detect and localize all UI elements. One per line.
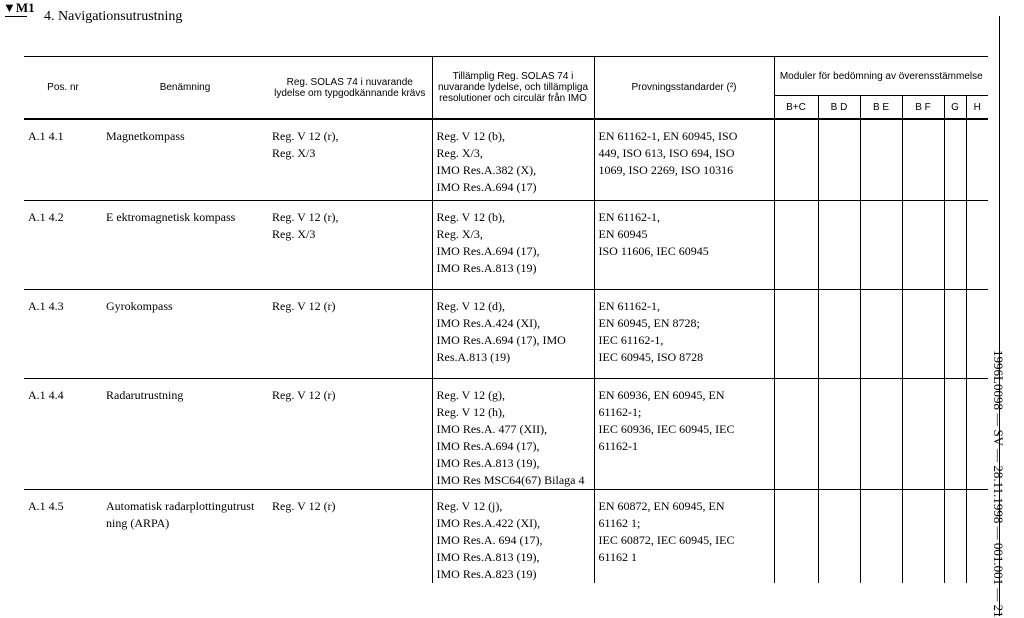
header-pos: Pos. nr [24, 57, 102, 120]
module-cell [860, 379, 902, 490]
cell-text: Reg. V 12 (d), [436, 299, 506, 313]
standards-cell [594, 290, 774, 379]
name-cell [102, 490, 268, 584]
equipment-table [24, 56, 988, 583]
cell-text: EN 61162-1, EN 60945, ISO [598, 129, 738, 143]
cell-text: Radarutrustning [106, 388, 184, 402]
applicable-cell [432, 201, 594, 290]
pos-cell: A.1 4.5 [28, 499, 64, 513]
module-cell [944, 290, 966, 379]
module-col-header: B F [902, 96, 944, 120]
cell-text: IMO Res.A.813 (19), [436, 456, 540, 470]
solas-cell [268, 119, 432, 201]
module-cell [966, 379, 988, 490]
module-cell [774, 290, 818, 379]
cell-text: IMO Res.A.422 (XI), [436, 516, 541, 530]
cell-text: IEC 60936, IEC 60945, IEC [598, 422, 735, 436]
cell-text: 61162 1; [598, 516, 641, 530]
cell-text: Reg. V 12 (r), [272, 210, 339, 224]
header-solas-current: Reg. SOLAS 74 i nuvarande lydelse om typgodkännande krävs [268, 57, 432, 120]
cell-text: ning (ARPA) [106, 516, 170, 530]
cell-text: IMO Res.A.694 (17), [436, 244, 540, 258]
module-cell [902, 490, 944, 584]
header-standards: Provningsstandarder (²) [594, 57, 774, 120]
applicable-cell [432, 119, 594, 201]
header-name: Benämning [102, 57, 268, 120]
cell-text: Reg. V 12 (j), [436, 499, 503, 513]
module-cell [966, 201, 988, 290]
cell-text: EN 61162-1, [598, 299, 661, 313]
solas-cell [268, 379, 432, 490]
cell-text: 61162-1; [598, 405, 642, 419]
standards-cell [594, 119, 774, 201]
module-cell [860, 201, 902, 290]
standards-cell [594, 379, 774, 490]
cell-text: Res.A.813 (19) [436, 350, 511, 364]
pos-cell: A.1 4.1 [24, 119, 102, 201]
table-row [24, 290, 988, 379]
cell-text: ISO 11606, IEC 60945 [598, 244, 709, 258]
module-cell [818, 290, 860, 379]
module-cell [966, 290, 988, 379]
cell-text: Reg. X/3 [272, 227, 316, 241]
module-cell [860, 490, 902, 584]
cell-text: IMO Res.A.694 (17), [436, 439, 540, 453]
cell-text: Reg. V 12 (r) [272, 499, 336, 513]
header-modules: Moduler för bedömning av överensstämmelse [774, 57, 988, 96]
pos-cell: A.1 4.4 [24, 379, 102, 490]
table-row [24, 490, 988, 584]
module-cell [966, 119, 988, 201]
module-cell [818, 379, 860, 490]
pos-cell: A.1 4.3 [24, 290, 102, 379]
cell-text: IMO Res MSC64(67) Bilaga 4 [436, 473, 585, 487]
cell-text: Reg. V 12 (b), [436, 129, 506, 143]
amendment-marker: ▼M1 [3, 0, 35, 15]
solas-cell [268, 490, 432, 584]
cell-text: EN 60945 [598, 227, 648, 241]
cell-text: Reg. X/3, [436, 146, 483, 160]
module-col-header: G [944, 96, 966, 120]
module-cell [944, 490, 966, 584]
table-row [24, 119, 988, 201]
cell-text: IMO Res.A.813 (19) [436, 261, 537, 275]
module-cell [944, 379, 966, 490]
cell-text: E ektromagnetisk kompass [106, 210, 236, 224]
module-col-header: B D [818, 96, 860, 120]
applicable-cell [432, 379, 594, 490]
cell-text: 61162 1 [598, 550, 638, 564]
cell-text: Reg. X/3, [436, 227, 483, 241]
cell-text: 61162-1 [598, 439, 639, 453]
module-cell [774, 201, 818, 290]
name-cell [102, 201, 268, 290]
cell-text: IEC 60945, ISO 8728 [598, 350, 704, 364]
cell-text: Magnetkompass [106, 129, 185, 143]
cell-text: EN 60872, EN 60945, EN [598, 499, 725, 513]
module-cell [944, 201, 966, 290]
applicable-cell [432, 490, 594, 584]
cell-text: 1069, ISO 2269, ISO 10316 [598, 163, 734, 177]
cell-text: IMO Res.A.382 (X), [436, 163, 537, 177]
table-row [24, 201, 988, 290]
name-cell [102, 290, 268, 379]
cell-text: IMO Res.A.694 (17) [436, 180, 537, 194]
cell-text: Reg. V 12 (r) [272, 388, 336, 402]
pos-cell: A.1 4.2 [24, 201, 102, 290]
module-col-header: B+C [774, 96, 818, 120]
cell-text: Gyrokompass [106, 299, 173, 313]
cell-text: IMO Res.A. 477 (XII), [436, 422, 548, 436]
cell-text: IMO Res.A.823 (19) [436, 567, 537, 581]
module-cell [818, 201, 860, 290]
name-cell [102, 119, 268, 201]
module-cell [902, 201, 944, 290]
header-applicable: Tillämplig Reg. SOLAS 74 i nuvarande lydelse, och tillämpliga resolutioner och circulär från IMO [432, 57, 594, 120]
module-cell [774, 119, 818, 201]
cell-text: Reg. X/3 [272, 146, 316, 160]
table-row [24, 379, 988, 490]
module-cell [966, 490, 988, 584]
cell-text: IMO Res.A.813 (19), [436, 550, 540, 564]
name-cell [102, 379, 268, 490]
cell-text: Reg. V 12 (b), [436, 210, 506, 224]
cell-text: IMO Res.A.424 (XI), [436, 316, 541, 330]
cell-text: EN 61162-1, [598, 210, 661, 224]
cell-text: EN 60945, EN 8728; [598, 316, 700, 330]
module-col-header: B E [860, 96, 902, 120]
cell-text: EN 60936, EN 60945, EN [598, 388, 725, 402]
solas-cell [268, 290, 432, 379]
standards-cell [594, 490, 774, 584]
module-cell [818, 119, 860, 201]
module-cell [774, 379, 818, 490]
module-col-header: H [966, 96, 988, 120]
cell-text: IEC 60872, IEC 60945, IEC [598, 533, 735, 547]
module-cell [902, 379, 944, 490]
module-cell [902, 290, 944, 379]
solas-cell [268, 201, 432, 290]
cell-text: Automatisk radarplottingutrust [106, 499, 255, 513]
cell-text: IMO Res.A. 694 (17), [436, 533, 543, 547]
cell-text: IEC 61162-1, [598, 333, 664, 347]
cell-text: 449, ISO 613, ISO 694, ISO [598, 146, 735, 160]
module-cell [860, 119, 902, 201]
cell-text: Reg. V 12 (r), [272, 129, 339, 143]
module-cell [818, 490, 860, 584]
cell-text: Reg. V 12 (h), [436, 405, 506, 419]
table-body [24, 119, 988, 583]
side-reference: 1996L0098 — SV — 28.11.1998 — 001.001 — 21 [991, 350, 1006, 618]
section-title: 4. Navigationsutrustning [44, 9, 183, 24]
standards-cell [594, 201, 774, 290]
module-cell [944, 119, 966, 201]
module-cell [902, 119, 944, 201]
module-cell [774, 490, 818, 584]
module-cell [860, 290, 902, 379]
header-row [24, 57, 988, 96]
cell-text: IMO Res.A.694 (17), IMO [436, 333, 566, 347]
applicable-cell [432, 290, 594, 379]
cell-text: Reg. V 12 (r) [272, 299, 336, 313]
cell-text: Reg. V 12 (g), [436, 388, 506, 402]
